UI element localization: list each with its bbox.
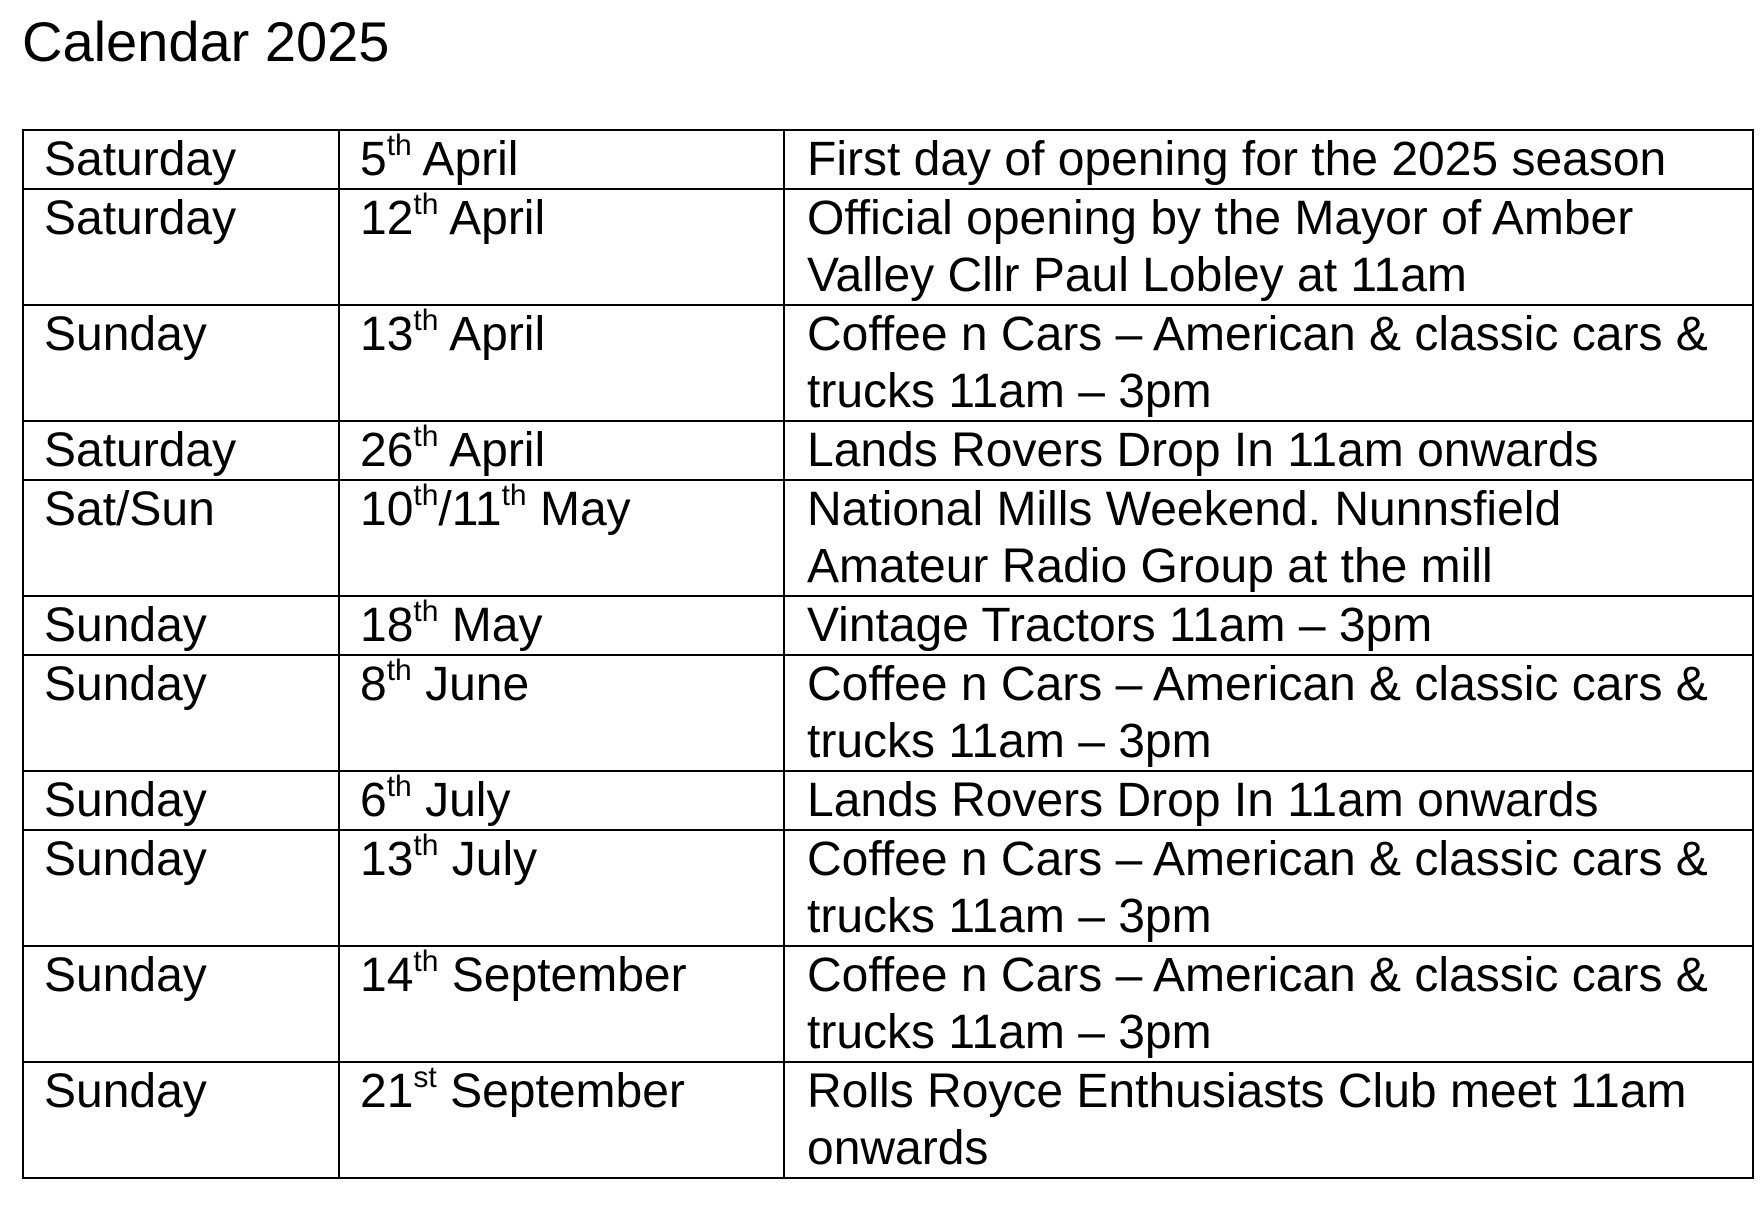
table-row	[23, 305, 1753, 421]
date-month: April	[422, 133, 519, 186]
date-ordinal-suffix: th	[386, 771, 412, 803]
date-month: April	[449, 424, 546, 477]
event-description-cell	[784, 655, 1753, 771]
event-description-line: Valley Cllr Paul Lobley at 11am	[807, 249, 1467, 302]
table-row	[23, 946, 1753, 1062]
event-description-line: trucks 11am – 3pm	[807, 715, 1212, 768]
event-day-cell: Sunday	[23, 305, 339, 421]
date-ordinal-suffix: st	[413, 1062, 437, 1094]
date-number: 12	[360, 192, 414, 245]
event-description-cell	[784, 421, 1753, 480]
event-description-line: Lands Rovers Drop In 11am onwards	[807, 424, 1599, 477]
event-date-cell	[339, 130, 784, 189]
event-description-line: Lands Rovers Drop In 11am onwards	[807, 774, 1599, 827]
event-description-cell	[784, 771, 1753, 830]
event-description-line: First day of opening for the 2025 season	[807, 133, 1667, 186]
table-row	[23, 830, 1753, 946]
date-month: May	[539, 483, 631, 536]
date-ordinal-suffix: th	[413, 946, 439, 978]
event-day-cell: Sunday	[23, 830, 339, 946]
date-ordinal-suffix: th	[413, 830, 439, 862]
event-date-cell	[339, 305, 784, 421]
date-ordinal-suffix: th	[413, 421, 439, 453]
event-description-line: Vintage Tractors 11am – 3pm	[807, 599, 1433, 652]
event-description-cell	[784, 830, 1753, 946]
date-number: /11	[438, 483, 502, 536]
event-date-cell	[339, 830, 784, 946]
date-month: September	[450, 1065, 685, 1118]
date-month: September	[451, 949, 687, 1002]
event-description-line: trucks 11am – 3pm	[807, 890, 1212, 943]
event-description-line: onwards	[807, 1122, 989, 1175]
date-ordinal-suffix: th	[413, 305, 439, 337]
event-description-line: National Mills Weekend. Nunnsfield	[807, 483, 1562, 536]
event-day-cell: Sunday	[23, 771, 339, 830]
date-month: July	[451, 833, 538, 886]
event-day-cell: Sunday	[23, 655, 339, 771]
table-row	[23, 1062, 1753, 1178]
date-month: May	[451, 599, 543, 652]
calendar-body	[23, 130, 1753, 1178]
event-description-cell	[784, 305, 1753, 421]
event-description-line: trucks 11am – 3pm	[807, 365, 1212, 418]
event-description-line: Coffee n Cars – American & classic cars &	[807, 308, 1708, 361]
date-number: 26	[360, 424, 414, 477]
event-date-cell	[339, 1062, 784, 1178]
calendar-table	[22, 129, 1754, 1179]
date-number: 5	[360, 133, 387, 186]
table-row	[23, 189, 1753, 305]
table-row	[23, 130, 1753, 189]
date-month: June	[425, 658, 530, 711]
date-number: 13	[360, 833, 414, 886]
event-description-cell	[784, 946, 1753, 1062]
table-row	[23, 480, 1753, 596]
date-number: 14	[360, 949, 414, 1002]
date-month: April	[449, 192, 546, 245]
table-row	[23, 421, 1753, 480]
event-day-cell: Sat/Sun	[23, 480, 339, 596]
date-number: 6	[360, 774, 387, 827]
event-description-cell	[784, 480, 1753, 596]
event-description-cell	[784, 189, 1753, 305]
date-number: 8	[360, 658, 387, 711]
date-ordinal-suffix: th	[413, 189, 439, 221]
event-date-cell	[339, 596, 784, 655]
event-date-cell	[339, 421, 784, 480]
date-ordinal-suffix: th	[413, 480, 439, 512]
event-description-line: Coffee n Cars – American & classic cars &	[807, 658, 1708, 711]
event-date-cell	[339, 946, 784, 1062]
date-ordinal-suffix: th	[501, 480, 527, 512]
date-ordinal-suffix: th	[386, 655, 412, 687]
event-date-cell	[339, 480, 784, 596]
event-description-cell	[784, 596, 1753, 655]
event-description-line: trucks 11am – 3pm	[807, 1006, 1212, 1059]
event-description-cell	[784, 1062, 1753, 1178]
page-title: Calendar 2025	[22, 10, 390, 73]
event-description-cell	[784, 130, 1753, 189]
date-ordinal-suffix: th	[386, 130, 412, 162]
event-date-cell	[339, 189, 784, 305]
event-day-cell: Sunday	[23, 946, 339, 1062]
event-day-cell: Sunday	[23, 596, 339, 655]
table-row	[23, 655, 1753, 771]
date-month: July	[425, 774, 511, 827]
event-date-cell	[339, 655, 784, 771]
event-description-line: Official opening by the Mayor of Amber	[807, 192, 1634, 245]
date-month: April	[449, 308, 546, 361]
table-row	[23, 771, 1753, 830]
event-description-line: Coffee n Cars – American & classic cars &	[807, 949, 1708, 1002]
date-number: 13	[360, 308, 414, 361]
event-description-line: Rolls Royce Enthusiasts Club meet 11am	[807, 1065, 1687, 1118]
date-number: 21	[360, 1065, 414, 1118]
date-number: 10	[360, 483, 414, 536]
event-date-cell	[339, 771, 784, 830]
event-description-line: Coffee n Cars – American & classic cars &	[807, 833, 1708, 886]
date-ordinal-suffix: th	[413, 596, 439, 628]
date-number: 18	[360, 599, 414, 652]
event-day-cell: Saturday	[23, 189, 339, 305]
event-day-cell: Saturday	[23, 130, 339, 189]
table-row	[23, 596, 1753, 655]
event-day-cell: Saturday	[23, 421, 339, 480]
event-day-cell: Sunday	[23, 1062, 339, 1178]
event-description-line: Amateur Radio Group at the mill	[807, 540, 1493, 593]
